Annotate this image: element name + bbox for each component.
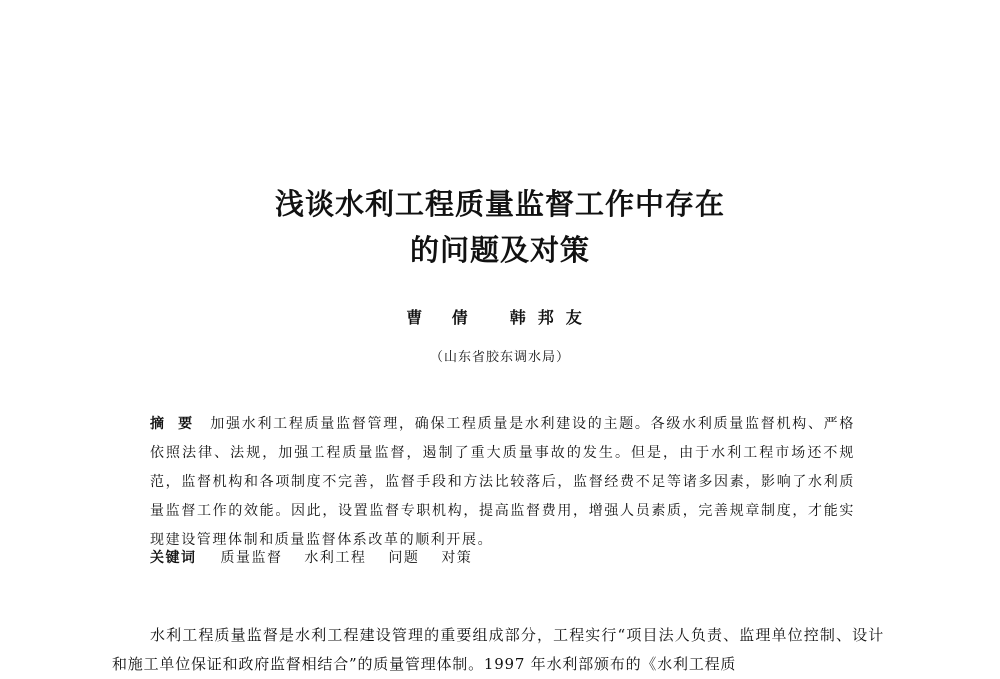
paper-title-line-1: 浅谈水利工程质量监督工作中存在: [274, 187, 725, 221]
keywords-label: 关键词: [150, 550, 197, 566]
body-paragraph-1: 水利工程质量监督是水利工程建设管理的重要组成部分，工程实行“项目法人负责、监理单位控制、设计和施工单位保证和政府监督相结合”的质量管理体制。1997 年水利部颁布的《水利工程质: [112, 626, 884, 673]
paper-title-line-2: 的问题及对策: [409, 233, 590, 267]
affiliation: （山东省胶东调水局）: [429, 350, 570, 365]
abstract: [150, 410, 855, 555]
author-2: 韩邦友: [509, 308, 594, 327]
abstract-text: 加强水利工程质量监督管理，确保工程质量是水利建设的主题。各级水利质量监督机构、严格依照法律、法规，加强工程质量监督，遏制了重大质量事故的发生。但是，由于水利工程市场还不规范，监督机构和各项制度不完善，监督手段和方法比较落后，监督经费不足等诸多因素，影响了水利质量监督工作的效能。因此，设置监督专职机构，提高监督费用，增强人员素质，完善规章制度，才能实现建设管理体制和质量监督体系改革的顺利开展。: [150, 416, 855, 548]
keywords: [150, 547, 488, 567]
keyword-4: 对策: [441, 550, 473, 566]
keyword-3: 问题: [388, 550, 420, 566]
authors: [0, 305, 1000, 328]
author-1: 曹 倩: [406, 308, 480, 327]
keyword-2: 水利工程: [304, 550, 367, 566]
keyword-1: 质量监督: [220, 550, 283, 566]
abstract-label: 摘要: [150, 416, 207, 432]
